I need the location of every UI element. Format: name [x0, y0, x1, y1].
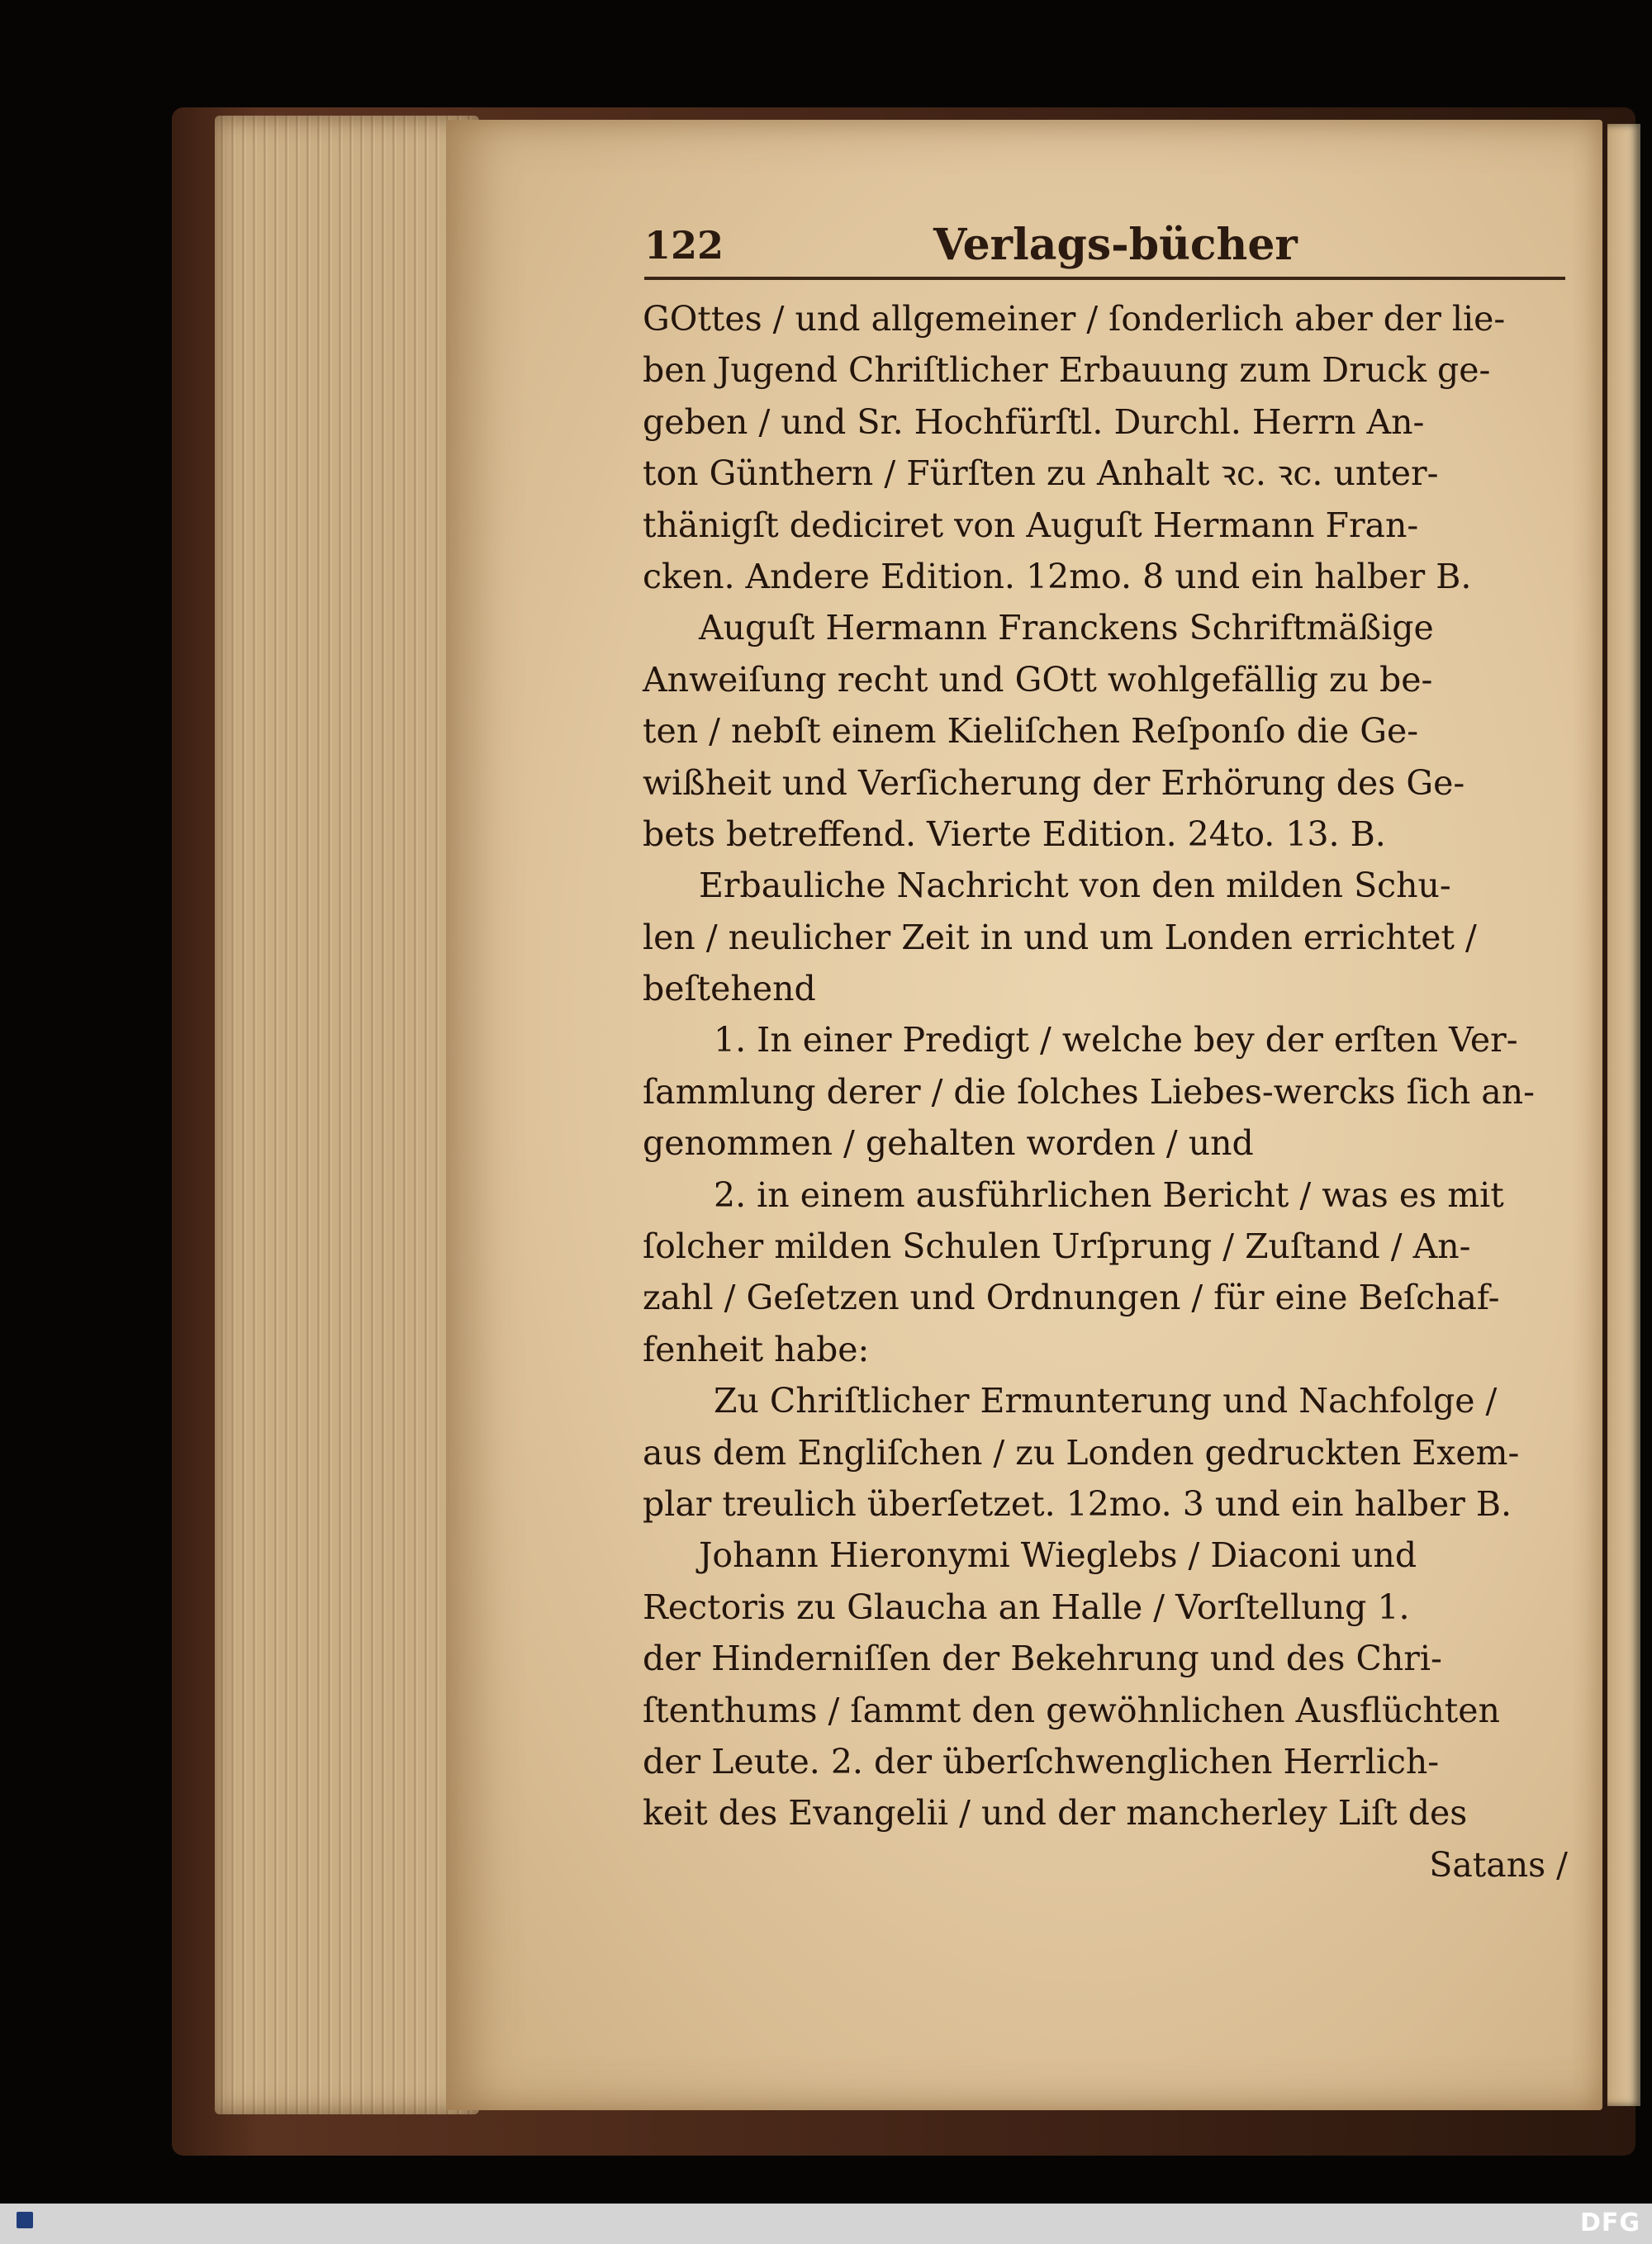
text-line: Anweiſung recht und GOtt wohlgefällig zu be-	[643, 659, 1433, 700]
page-text	[643, 293, 1584, 1891]
text-line: ſolcher milden Schulen Urſprung / Zuſtand / An-	[643, 1226, 1471, 1267]
library-logo	[8, 2208, 41, 2240]
header-rule	[644, 277, 1565, 280]
text-line: plar treulich überſetzet. 12mo. 3 und ein halber B.	[643, 1483, 1512, 1524]
text-line: ton Günthern / Fürſten zu Anhalt ꝛc. ꝛc. unter-	[643, 453, 1439, 494]
text-line: cken. Andere Edition. 12mo. 8 und ein halber B.	[643, 556, 1472, 596]
text-line: 2. in einem ausführlichen Bericht / was es mit	[714, 1174, 1504, 1215]
text-line: geben / und Sr. Hochfürſtl. Durchl. Herrn An-	[643, 401, 1425, 442]
text-line: genommen / gehalten worden / und	[643, 1123, 1254, 1164]
text-line: fenheit habe:	[643, 1329, 870, 1369]
text-line: bets betreffend. Vierte Edition. 24to. 13. B.	[643, 814, 1386, 854]
text-line: thänigſt dediciret von Auguſt Hermann Fran-	[643, 505, 1419, 545]
viewer-footer	[0, 2204, 1652, 2244]
dfg-logo: DFG	[1579, 2208, 1640, 2237]
text-line: ſammlung derer / die ſolches Liebes-wercks ſich an-	[643, 1071, 1535, 1112]
text-line: Johann Hieronymi Wieglebs / Diaconi und	[699, 1535, 1417, 1576]
page-stack	[215, 116, 479, 2114]
text-line: ben Jugend Chriſtlicher Erbauung zum Druck ge-	[643, 350, 1491, 391]
text-line: ten / nebſt einem Kieliſchen Reſponſo die Ge-	[643, 711, 1419, 752]
page-header	[644, 220, 1569, 281]
text-line: der Hinderniſſen der Bekehrung und des Chri-	[643, 1639, 1442, 1679]
text-line: 1. In einer Predigt / welche bey der erſten Ver-	[714, 1020, 1518, 1060]
text-line: ſtenthums / ſammt den gewöhnlichen Ausflüchten	[643, 1690, 1500, 1730]
page-number: 122	[644, 223, 724, 268]
running-head: Verlags-bücher	[933, 220, 1298, 270]
next-page-edge	[1607, 124, 1640, 2106]
text-line: Erbauliche Nachricht von den milden Schu-	[699, 866, 1451, 906]
library-logo-icon	[17, 2212, 33, 2228]
text-line: Satans /	[1429, 1844, 1568, 1885]
text-line: beſtehend	[643, 969, 816, 1009]
text-line: GOttes / und allgemeiner / ſonderlich aber der lie-	[643, 299, 1506, 339]
text-line: der Leute. 2. der überſchwenglichen Herrlich-	[643, 1741, 1440, 1781]
text-line: keit des Evangelii / und der mancherley Liſt des	[643, 1793, 1468, 1834]
text-line: aus dem Engliſchen / zu Londen gedruckten Exem-	[643, 1432, 1520, 1473]
text-line: len / neulicher Zeit in und um Londen errichtet /	[643, 917, 1477, 957]
text-line: Zu Chriſtlicher Ermunterung und Nachfolge /	[714, 1381, 1498, 1421]
text-line: Auguſt Hermann Franckens Schriftmäßige	[699, 608, 1434, 648]
text-line: zahl / Geſetzen und Ordnungen / für eine Beſchaf-	[643, 1278, 1500, 1318]
text-line: Rectoris zu Glaucha an Halle / Vorſtellung 1.	[643, 1587, 1410, 1627]
text-line: wißheit und Verſicherung der Erhörung des Ge-	[643, 762, 1465, 803]
